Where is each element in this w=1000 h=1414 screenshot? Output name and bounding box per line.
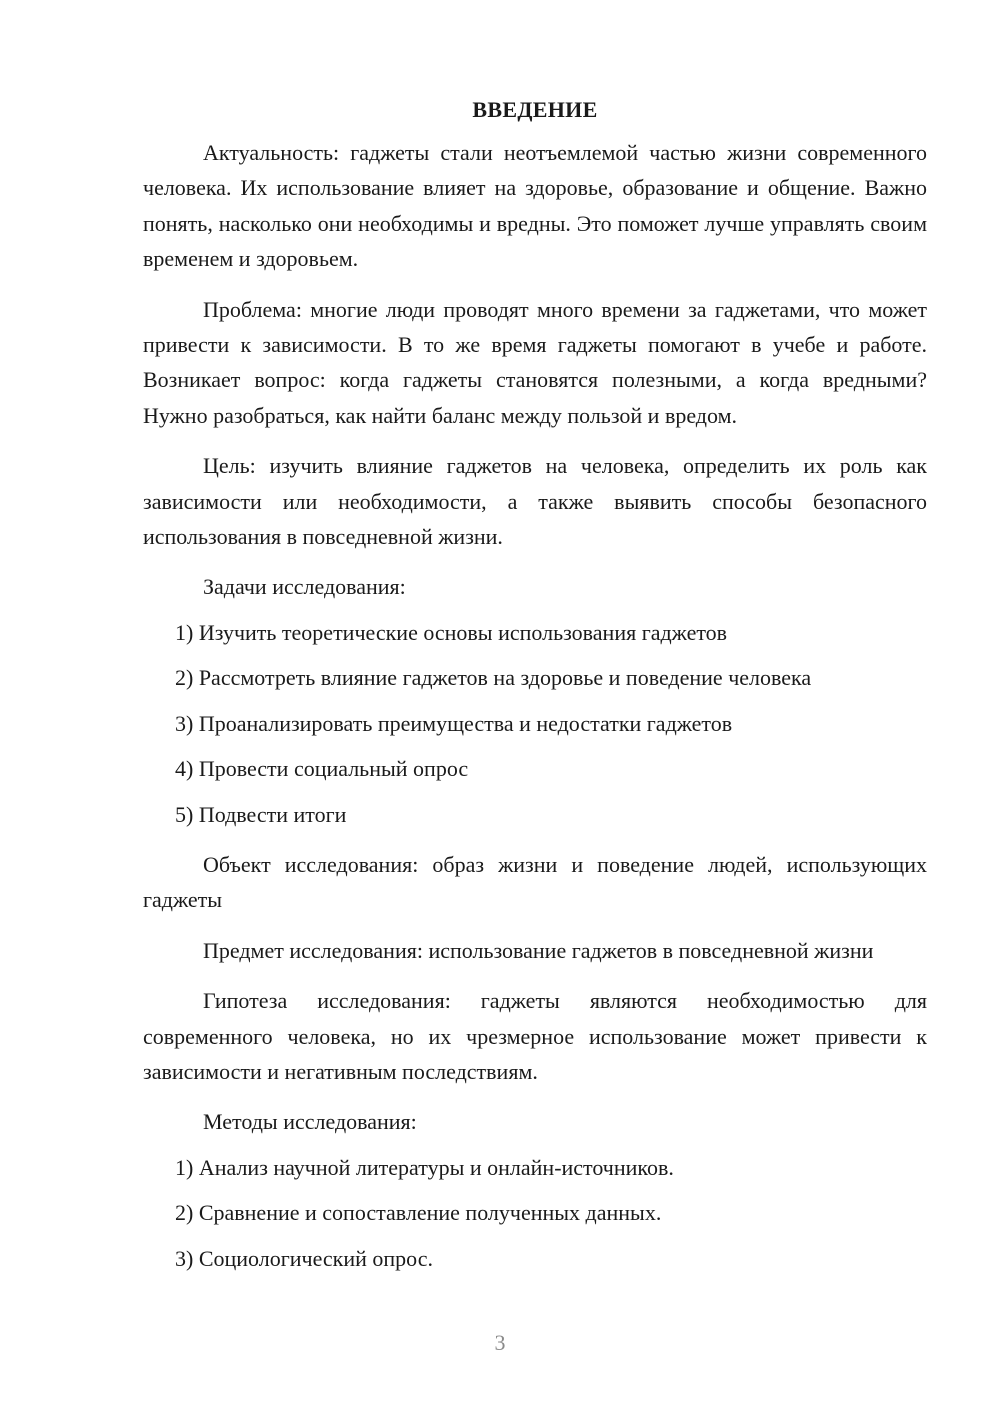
method-item: 3) Социологический опрос. [175, 1245, 433, 1271]
task-item: 4) Провести социальный опрос [175, 756, 469, 782]
task-item: 5) Подвести итоги [175, 801, 347, 827]
document-title: ВВЕДЕНИЕ [472, 97, 598, 122]
tasks-heading: Задачи исследования: [203, 574, 406, 600]
goal-paragraph: Цель: изучить влияние гаджетов на человека, определить их роль как зависимости или необходимости, а также выявить способы безопасного использования в повседневной жизни. [143, 453, 927, 550]
task-item: 1) Изучить теоретические основы использования гаджетов [175, 619, 728, 645]
document-page [143, 92, 927, 1276]
task-item: 3) Проанализировать преимущества и недостатки гаджетов [175, 710, 733, 736]
method-item: 2) Сравнение и сопоставление полученных данных. [175, 1200, 662, 1226]
problem-paragraph: Проблема: многие люди проводят много времени за гаджетами, что может привести к зависимости. В то же время гаджеты помогают в учебе и работе. Возникает вопрос: когда гаджеты становятся полезными, а когда вредными? Нужно разобраться, как найти баланс между пользой и вредом. [143, 296, 927, 428]
hypothesis-paragraph: Гипотеза исследования: гаджеты являются необходимостью для современного человека, но их чрезмерное использование может привести к зависимости и негативным последствиям. [143, 988, 927, 1084]
task-item: 2) Рассмотреть влияние гаджетов на здоровье и поведение человека [175, 665, 812, 691]
methods-heading: Методы исследования: [203, 1109, 417, 1135]
method-item: 1) Анализ научной литературы и онлайн-источников. [175, 1154, 674, 1180]
subject-paragraph: Предмет исследования: использование гаджетов в повседневной жизни [203, 937, 874, 963]
relevance-paragraph: Актуальность: гаджеты стали неотъемлемой частью жизни современного человека. Их использование влияет на здоровье, образование и общение. Важно понять, насколько они необходимы и вредны. Это поможет лучше управлять своим временем и здоровьем. [143, 140, 927, 272]
page-number: 3 [494, 1330, 506, 1355]
object-paragraph: Объект исследования: образ жизни и поведение людей, использующих гаджеты [143, 851, 927, 913]
